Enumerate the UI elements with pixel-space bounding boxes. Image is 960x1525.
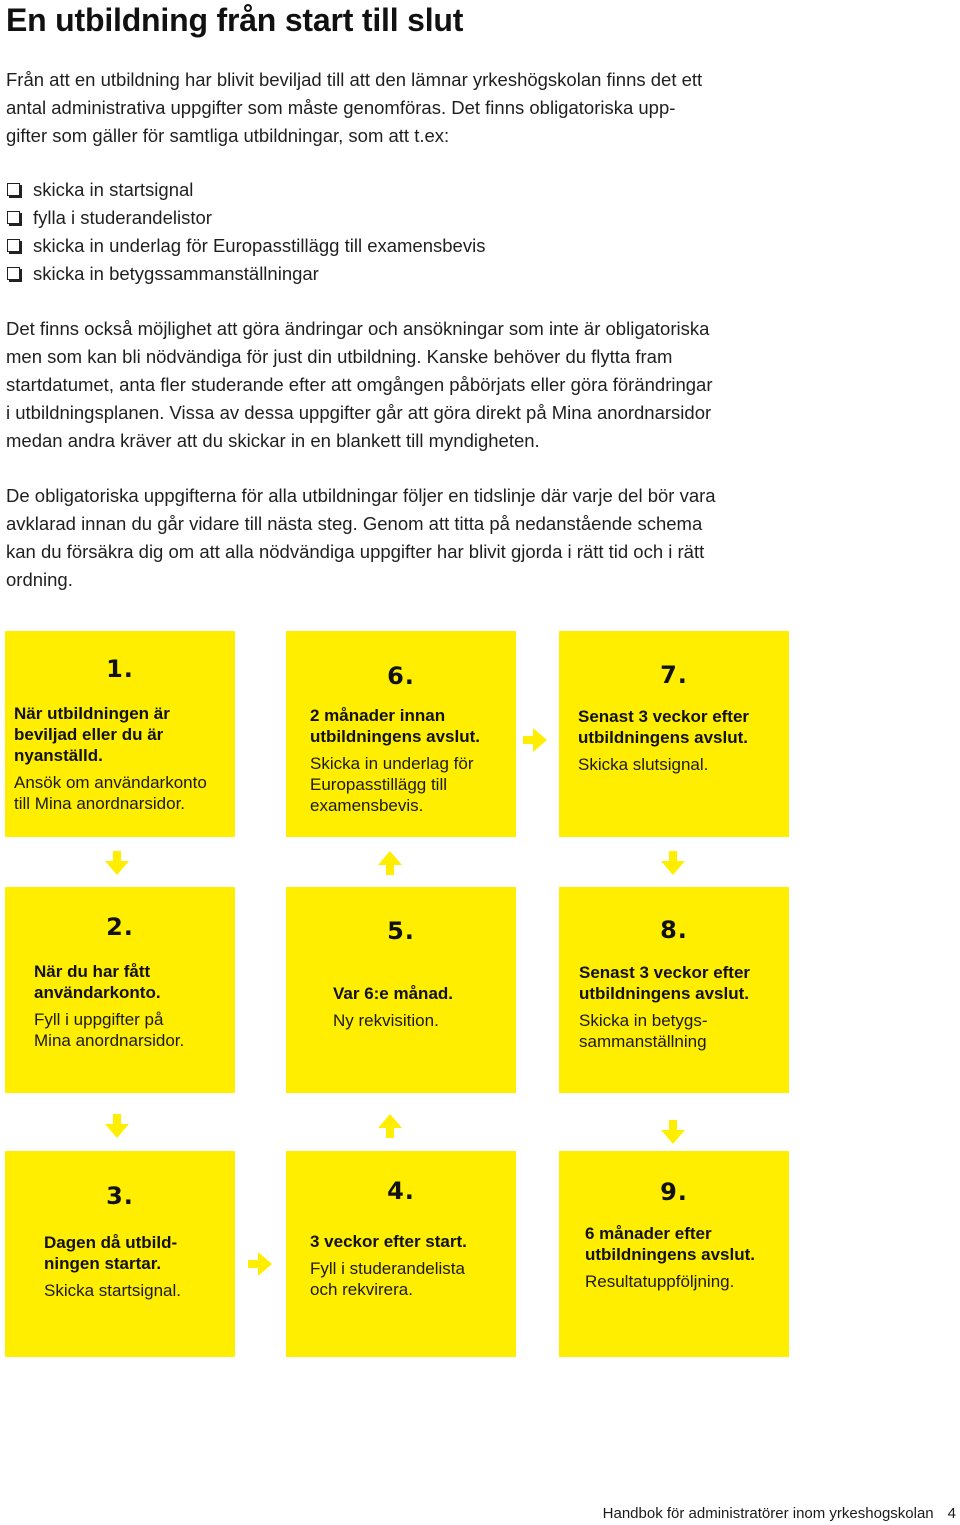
arrow-up-icon bbox=[377, 1113, 403, 1139]
intro-line: antal administrativa uppgifter som måste genomföras. Det finns obligatoriska upp- bbox=[6, 97, 676, 118]
page-number: 4 bbox=[947, 1505, 956, 1522]
step-8-box bbox=[559, 887, 789, 1093]
arrow-right-icon bbox=[247, 1251, 273, 1277]
step-number: 8. bbox=[660, 916, 688, 944]
page-title: En utbildning från start till slut bbox=[6, 2, 464, 38]
step-description bbox=[579, 962, 750, 1052]
step-description bbox=[585, 1223, 755, 1292]
paragraph-line: Det finns också möjlighet att göra ändringar och ansökningar som inte är obligatoriska bbox=[6, 318, 710, 339]
step-9-box bbox=[559, 1151, 789, 1357]
footer-title: Handbok för administratörer inom yrkeshogskolan bbox=[602, 1505, 934, 1522]
arrow-up-icon bbox=[377, 850, 403, 876]
checkbox-icon bbox=[7, 239, 20, 252]
checkbox-icon bbox=[7, 183, 20, 196]
arrow-down-icon bbox=[660, 850, 686, 876]
optional-tasks-paragraph bbox=[6, 315, 796, 455]
checklist-item bbox=[6, 232, 485, 260]
step-number: 6. bbox=[387, 662, 415, 690]
paragraph-line: ordning. bbox=[6, 569, 73, 590]
task-checklist bbox=[6, 176, 485, 288]
step-action: Skicka slutsignal. bbox=[578, 755, 709, 774]
arrow-down-icon bbox=[104, 1113, 130, 1139]
checklist-item-label: skicka in underlag för Europasstillägg till examensbevis bbox=[33, 235, 486, 256]
arrow-down-icon bbox=[104, 850, 130, 876]
checkbox-icon bbox=[7, 267, 20, 280]
paragraph-line: i utbildningsplanen. Vissa av dessa uppgifter går att göra direkt på Mina anordnarsidor bbox=[6, 402, 712, 423]
step-number: 1. bbox=[106, 655, 134, 683]
paragraph-line: startdatumet, anta fler studerande efter att omgången påbörjats eller göra förändringar bbox=[6, 374, 713, 395]
step-description bbox=[14, 703, 207, 814]
step-action: Fyll i uppgifter på bbox=[34, 1010, 164, 1029]
step-condition: Var 6:e månad. bbox=[333, 984, 454, 1003]
step-condition: nyanställd. bbox=[14, 746, 103, 765]
step-action: sammanställning bbox=[579, 1032, 707, 1051]
step-condition: beviljad eller du är bbox=[14, 725, 164, 744]
arrow-right-icon bbox=[522, 727, 548, 753]
step-action: Europasstillägg till bbox=[310, 775, 448, 794]
step-7-box bbox=[559, 631, 789, 837]
step-description bbox=[578, 706, 749, 775]
step-3-box bbox=[5, 1151, 235, 1357]
step-condition: användarkonto. bbox=[34, 983, 161, 1002]
step-6-box bbox=[286, 631, 516, 837]
step-action: Resultatuppföljning. bbox=[585, 1272, 735, 1291]
step-condition: Senast 3 veckor efter bbox=[579, 963, 751, 982]
step-number: 2. bbox=[106, 913, 134, 941]
step-number: 3. bbox=[106, 1182, 134, 1210]
step-2-box bbox=[5, 887, 235, 1093]
paragraph-line: avklarad innan du går vidare till nästa steg. Genom att titta på nedanstående schema bbox=[6, 513, 703, 534]
step-condition: Dagen då utbild- bbox=[44, 1233, 178, 1252]
step-condition: utbildningens avslut. bbox=[585, 1245, 756, 1264]
step-description bbox=[310, 705, 480, 816]
paragraph-line: kan du försäkra dig om att alla nödvändiga uppgifter har blivit gjorda i rätt tid och i rätt bbox=[6, 541, 705, 562]
checklist-item bbox=[6, 260, 485, 288]
paragraph-line: medan andra kräver att du skickar in en blankett till myndigheten. bbox=[6, 430, 540, 451]
step-action: till Mina anordnarsidor. bbox=[14, 794, 186, 813]
step-condition: När utbildningen är bbox=[14, 704, 170, 723]
step-action: Ansök om användarkonto bbox=[14, 773, 207, 792]
step-4-box bbox=[286, 1151, 516, 1357]
step-5-box bbox=[286, 887, 516, 1093]
intro-line: Från att en utbildning har blivit beviljad till att den lämnar yrkeshögskolan finns det ett bbox=[6, 69, 703, 90]
arrow-down-icon bbox=[660, 1119, 686, 1145]
page-footer bbox=[603, 1505, 956, 1522]
step-description bbox=[310, 1231, 467, 1300]
step-action: Fyll i studerandelista bbox=[310, 1259, 465, 1278]
checkbox-icon bbox=[7, 211, 20, 224]
paragraph-line: De obligatoriska uppgifterna för alla utbildningar följer en tidslinje där varje del bör vara bbox=[6, 485, 716, 506]
checklist-item-label: fylla i studerandelistor bbox=[33, 207, 212, 228]
step-number: 9. bbox=[660, 1178, 688, 1206]
step-number: 4. bbox=[387, 1177, 415, 1205]
step-action: Mina anordnarsidor. bbox=[34, 1031, 185, 1050]
timeline-paragraph bbox=[6, 482, 796, 594]
step-description bbox=[333, 983, 453, 1031]
step-condition: 2 månader innan bbox=[310, 706, 446, 725]
intro-paragraph bbox=[6, 66, 796, 150]
checklist-item bbox=[6, 176, 485, 204]
checklist-item-label: skicka in betygssammanställningar bbox=[33, 263, 319, 284]
step-condition: utbildningens avslut. bbox=[578, 728, 749, 747]
step-description bbox=[34, 961, 184, 1051]
step-condition: utbildningens avslut. bbox=[310, 727, 481, 746]
step-number: 7. bbox=[660, 661, 688, 689]
step-condition: utbildningens avslut. bbox=[579, 984, 750, 1003]
paragraph-line: men som kan bli nödvändiga för just din utbildning. Kanske behöver du flytta fram bbox=[6, 346, 673, 367]
step-condition: 3 veckor efter start. bbox=[310, 1232, 467, 1251]
step-action: Skicka startsignal. bbox=[44, 1281, 181, 1300]
step-condition: Senast 3 veckor efter bbox=[578, 707, 750, 726]
step-action: och rekvirera. bbox=[310, 1280, 413, 1299]
step-action: Skicka in underlag för bbox=[310, 754, 474, 773]
step-condition: ningen startar. bbox=[44, 1254, 162, 1273]
checklist-item bbox=[6, 204, 485, 232]
step-number: 5. bbox=[387, 917, 415, 945]
step-description bbox=[44, 1232, 181, 1301]
step-1-box bbox=[5, 631, 235, 837]
step-condition: När du har fått bbox=[34, 962, 151, 981]
checklist-item-label: skicka in startsignal bbox=[33, 179, 194, 200]
intro-line: gifter som gäller för samtliga utbildningar, som att t.ex: bbox=[6, 125, 450, 146]
step-action: Ny rekvisition. bbox=[333, 1011, 439, 1030]
step-action: Skicka in betygs- bbox=[579, 1011, 708, 1030]
step-condition: 6 månader efter bbox=[585, 1224, 712, 1243]
step-action: examensbevis. bbox=[310, 796, 424, 815]
